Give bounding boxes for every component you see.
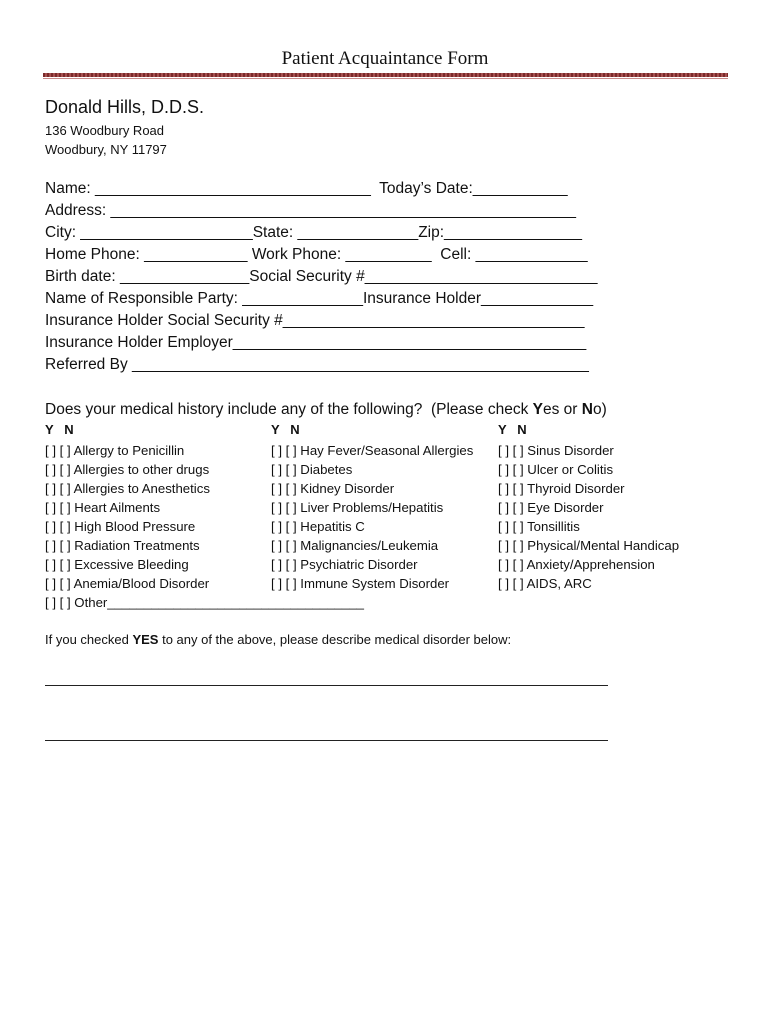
holder-employer-field[interactable]: Insurance Holder Employer_________________________________________ [45,334,587,351]
describe-line-1[interactable] [45,685,608,686]
checkbox-item[interactable]: [ ] [ ] Eye Disorder [498,500,604,515]
checkbox-item-other[interactable]: [ ] [ ] Other___________________________________ [45,595,364,610]
checkbox-item[interactable]: [ ] [ ] Hepatitis C [271,519,365,534]
yn-header-col3: Y N [498,422,527,437]
checkbox-item[interactable]: [ ] [ ] Excessive Bleeding [45,557,189,572]
describe-line-2[interactable] [45,740,608,741]
address-line-1: 136 Woodbury Road [45,123,165,138]
phone-fields[interactable]: Home Phone: ____________ Work Phone: __________ Cell: _____________ [45,246,588,263]
doctor-name: Donald Hills, D.D.S. [45,97,205,117]
describe-instruction: If you checked YES to any of the above, please describe medical disorder below: [45,632,512,647]
checkbox-item[interactable]: [ ] [ ] Malignancies/Leukemia [271,538,439,553]
checkbox-item[interactable]: [ ] [ ] Diabetes [271,462,353,477]
yn-header-col1: Y N [45,422,74,437]
checkbox-item[interactable]: [ ] [ ] Heart Ailments [45,500,161,515]
condition-column-2 [271,441,473,593]
checkbox-item[interactable]: [ ] [ ] Immune System Disorder [271,576,450,591]
city-state-zip-field[interactable]: City: ____________________State: ______________Zip:________________ [45,224,582,241]
referred-by-field[interactable]: Referred By _____________________________________________________ [45,356,589,373]
yn-header-col2: Y N [271,422,300,437]
checkbox-item[interactable]: [ ] [ ] Tonsillitis [498,519,580,534]
checkbox-item[interactable]: [ ] [ ] Hay Fever/Seasonal Allergies [271,443,474,458]
checkbox-item[interactable]: [ ] [ ] Psychiatric Disorder [271,557,418,572]
checkbox-item[interactable]: [ ] [ ] Anxiety/Apprehension [498,557,655,572]
checkbox-item[interactable]: [ ] [ ] Allergy to Penicillin [45,443,185,458]
condition-column-3 [498,441,679,593]
birth-ssn-field[interactable]: Birth date: _______________Social Security #___________________________ [45,268,598,285]
checkbox-item[interactable]: [ ] [ ] Radiation Treatments [45,538,200,553]
title-divider-shadow [43,78,728,79]
holder-ssn-field[interactable]: Insurance Holder Social Security #___________________________________ [45,312,585,329]
responsible-party-field[interactable]: Name of Responsible Party: ______________Insurance Holder_____________ [45,290,594,307]
checkbox-item[interactable]: [ ] [ ] Liver Problems/Hepatitis [271,500,444,515]
checkbox-item[interactable]: [ ] [ ] Kidney Disorder [271,481,395,496]
checkbox-item[interactable]: [ ] [ ] Sinus Disorder [498,443,614,458]
name-field[interactable]: Name: ________________________________ Today’s Date:___________ [45,180,568,197]
checkbox-item[interactable]: [ ] [ ] High Blood Pressure [45,519,196,534]
checkbox-item[interactable]: [ ] [ ] Allergies to Anesthetics [45,481,210,496]
checkbox-item[interactable]: [ ] [ ] Ulcer or Colitis [498,462,614,477]
medical-history-question: Does your medical history include any of the following? (Please check Yes or No) [45,401,607,418]
checkbox-item[interactable]: [ ] [ ] AIDS, ARC [498,576,592,591]
address-field[interactable]: Address: ______________________________________________________ [45,202,576,219]
checkbox-item[interactable]: [ ] [ ] Physical/Mental Handicap [498,538,680,553]
address-line-2: Woodbury, NY 11797 [45,142,167,157]
checkbox-item[interactable]: [ ] [ ] Thyroid Disorder [498,481,625,496]
checkbox-item[interactable]: [ ] [ ] Allergies to other drugs [45,462,210,477]
checkbox-item[interactable]: [ ] [ ] Anemia/Blood Disorder [45,576,210,591]
page-title: Patient Acquaintance Form [281,48,489,69]
title-divider [43,73,728,77]
